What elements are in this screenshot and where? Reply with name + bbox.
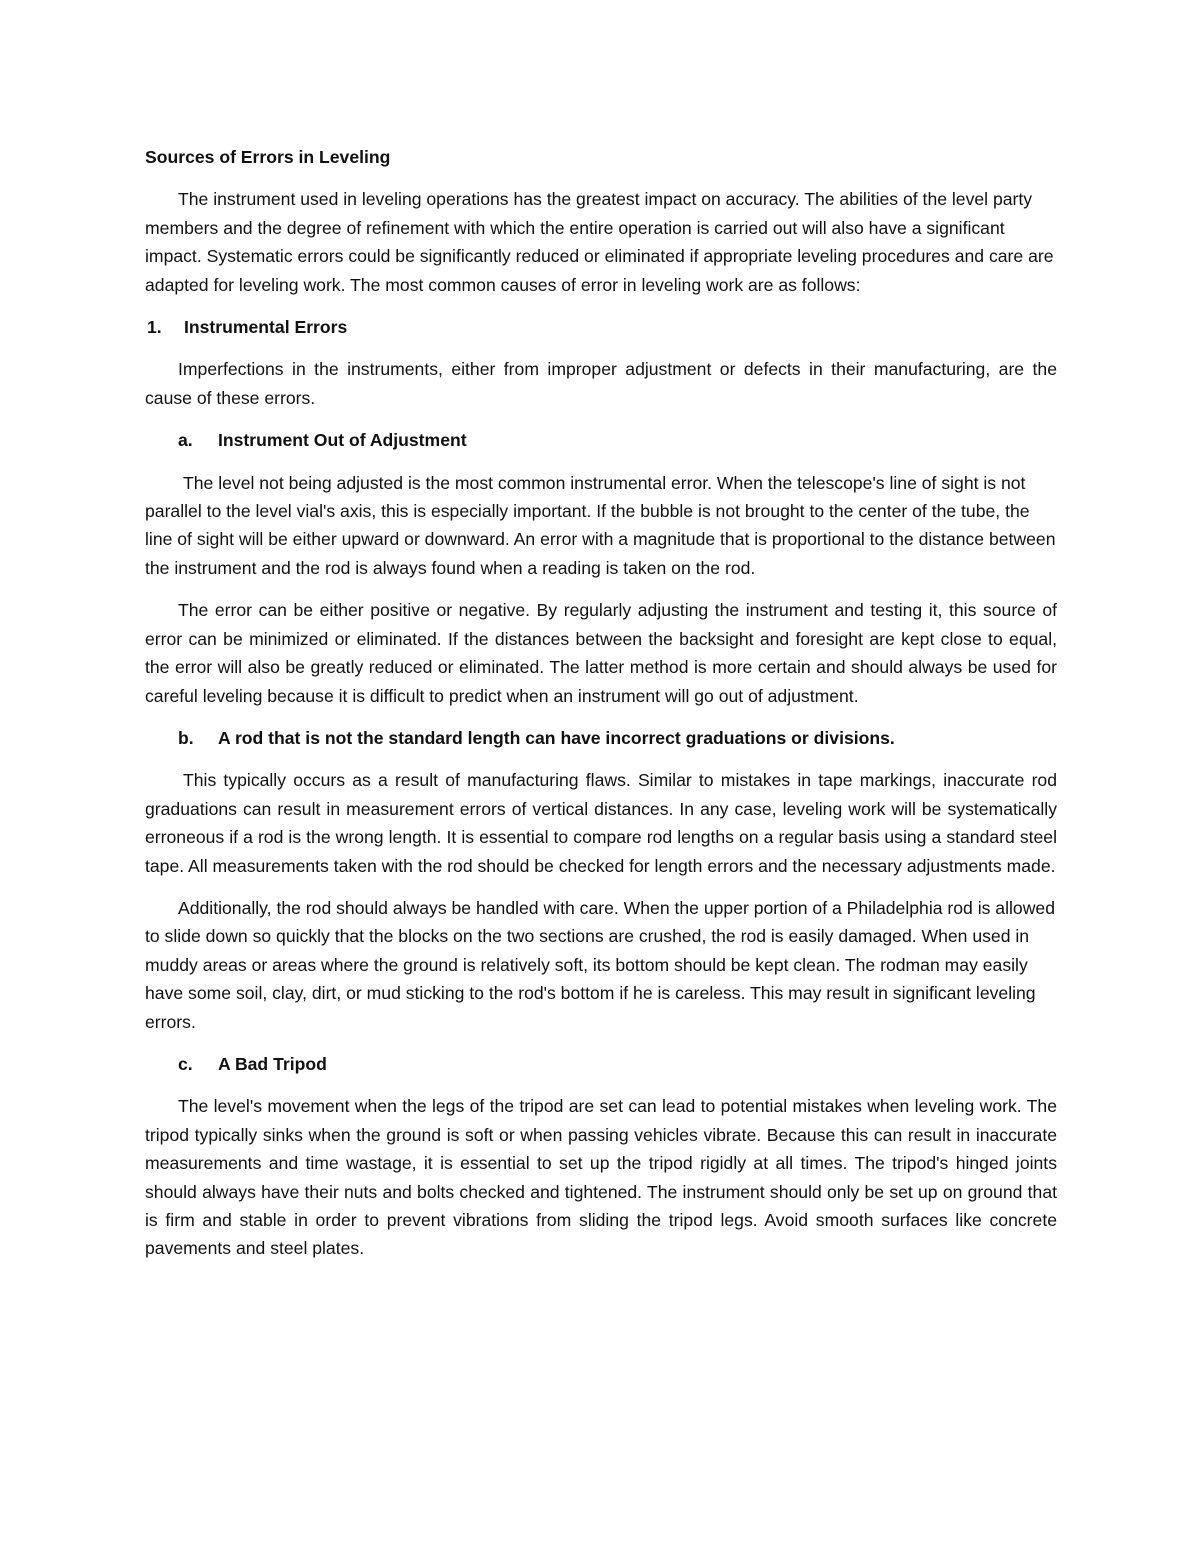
section-number: 1. <box>147 317 162 338</box>
subsection-heading-out-of-adjustment <box>145 426 1057 454</box>
intro-paragraph: The instrument used in leveling operations has the greatest impact on accuracy. The abilities of the level party members and the degree of refinement with which the entire operation is carried out will also have a significant impact. Systematic errors could be significantly reduced or eliminated if appropriate leveling procedures and care are adapted for leveling work. The most common causes of error in leveling work are as follows: <box>145 189 1054 295</box>
subsection-heading-text: A rod that is not the standard length can have incorrect graduations or divisions. <box>218 727 895 748</box>
subsection-letter: a. <box>178 430 193 451</box>
subsection-heading-text: A Bad Tripod <box>218 1053 327 1074</box>
instrumental-errors-paragraph: Imperfections in the instruments, either from improper adjustment or defects in their manufacturing, are the cause of these errors. <box>145 359 1057 408</box>
out-of-adjustment-paragraph-1: The level not being adjusted is the most common instrumental error. When the telescope's line of sight is not parallel to the level vial's axis, this is especially important. If the bubble is not brought to the center of the tube, the line of sight will be either upward or downward. An error with a magnitude that is proportional to the distance between the instrument and the rod is always found when a reading is taken on the rod. <box>145 472 1056 578</box>
rod-length-paragraph-1: This typically occurs as a result of manufacturing flaws. Similar to mistakes in tape markings, inaccurate rod graduations can result in measurement errors of vertical distances. In any case, leveling work will be systematically erroneous if a rod is the wrong length. It is essential to compare rod lengths on a regular basis using a standard steel tape. All measurements taken with the rod should be checked for length errors and the necessary adjustments made. <box>145 770 1057 876</box>
document-page <box>145 143 1057 1277</box>
subsection-heading-rod-length <box>145 724 1057 752</box>
subsection-heading-text: Instrument Out of Adjustment <box>218 430 467 451</box>
section-heading-text: Instrumental Errors <box>184 317 348 338</box>
document-title: Sources of Errors in Leveling <box>145 147 391 167</box>
subsection-letter: c. <box>178 1053 193 1074</box>
out-of-adjustment-paragraph-2: The error can be either positive or negative. By regularly adjusting the instrument and testing it, this source of error can be minimized or eliminated. If the distances between the backsight and foresight are kept close to equal, the error will also be greatly reduced or eliminated. The latter method is more certain and should always be used for careful leveling because it is difficult to predict when an instrument will go out of adjustment. <box>145 600 1057 706</box>
subsection-letter: b. <box>178 727 194 748</box>
bad-tripod-paragraph: The level's movement when the legs of the tripod are set can lead to potential mistakes when leveling work. The tripod typically sinks when the ground is soft or when passing vehicles vibrate. Because this can result in inaccurate measurements and time wastage, it is essential to set up the tripod rigidly at all times. The tripod's hinged joints should always have their nuts and bolts checked and tightened. The instrument should only be set up on ground that is firm and stable in order to prevent vibrations from sliding the tripod legs. Avoid smooth surfaces like concrete pavements and steel plates. <box>145 1096 1057 1259</box>
rod-length-paragraph-2: Additionally, the rod should always be handled with care. When the upper portion of a Philadelphia rod is allowed to slide down so quickly that the blocks on the two sections are crushed, the rod is easily damaged. When used in muddy areas or areas where the ground is relatively soft, its bottom should be kept clean. The rodman may easily have some soil, clay, dirt, or mud sticking to the rod's bottom if he is careless. This may result in significant leveling errors. <box>145 897 1055 1032</box>
section-heading-instrumental-errors <box>145 313 1057 341</box>
subsection-heading-bad-tripod <box>145 1050 1057 1078</box>
